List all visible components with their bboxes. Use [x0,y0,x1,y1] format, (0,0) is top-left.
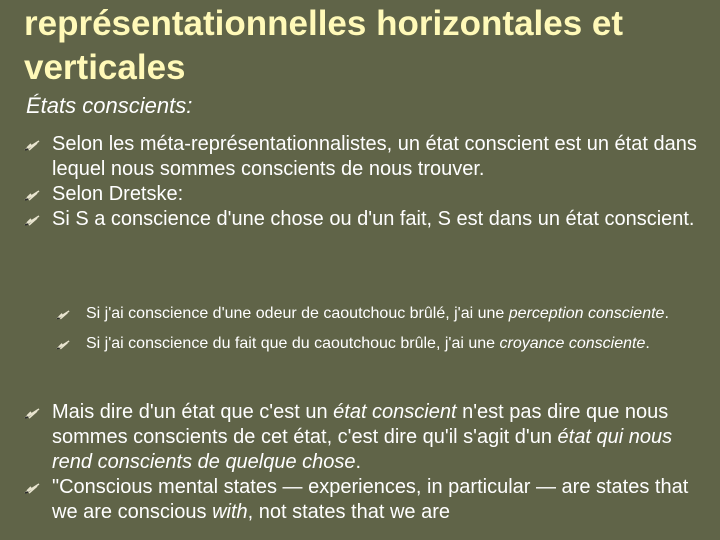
list-item [56,334,716,354]
list-item [24,132,714,182]
list-item-text: Selon les méta-représentationnalistes, un état conscient est un état dans lequel nous sommes conscients de nous trouver. [52,133,697,180]
list-item-text: Si S a conscience d'une chose ou d'un fait, S est dans un état conscient. [52,208,695,230]
list-item [24,207,714,232]
list-item-text: , not states that we are [247,501,450,523]
slide-subtitle: États conscients: [26,93,193,118]
list-item-text: . [355,451,362,473]
list-item [24,182,714,207]
quill-pen-icon [24,407,40,419]
list-item-text: Si j'ai conscience du fait que du caoutchouc brûle, j'ai une [86,335,500,352]
list-item-text: . [664,305,669,322]
slide-title: représentationnelles horizontales et verticales [24,4,624,87]
quill-pen-icon [24,482,40,494]
list-item [56,304,716,324]
list-item [24,475,714,525]
emphasis-text: with [212,501,248,523]
emphasis-text: état conscient [333,401,457,423]
bullet-list-level1-continued [24,400,714,525]
emphasis-text: croyance consciente [499,335,646,352]
list-item-text: . [645,335,650,352]
emphasis-text: état qui nous rend conscients de quelque chose [52,426,673,473]
emphasis-text: perception consciente [508,305,665,322]
list-item [24,400,714,475]
list-item-text: Mais dire d'un état que c'est un [52,401,334,423]
list-item-text: Si j'ai conscience d'une odeur de caoutchouc brûlé, j'ai une [86,305,509,322]
quill-pen-icon [24,214,40,226]
quill-pen-icon [24,139,40,151]
list-item-text: n'est pas dire que nous sommes conscients de cet état, c'est dire qu'il s'agit d'un [52,401,669,448]
quill-pen-icon [56,339,70,350]
bullet-list-level1 [24,132,714,232]
quill-pen-icon [24,189,40,201]
bullet-list-level2 [56,304,716,354]
list-item-text: Selon Dretske: [52,183,184,205]
quill-pen-icon [56,309,70,320]
list-item-text: "Conscious mental states — experiences, in particular — are states that we are conscious [52,476,689,523]
